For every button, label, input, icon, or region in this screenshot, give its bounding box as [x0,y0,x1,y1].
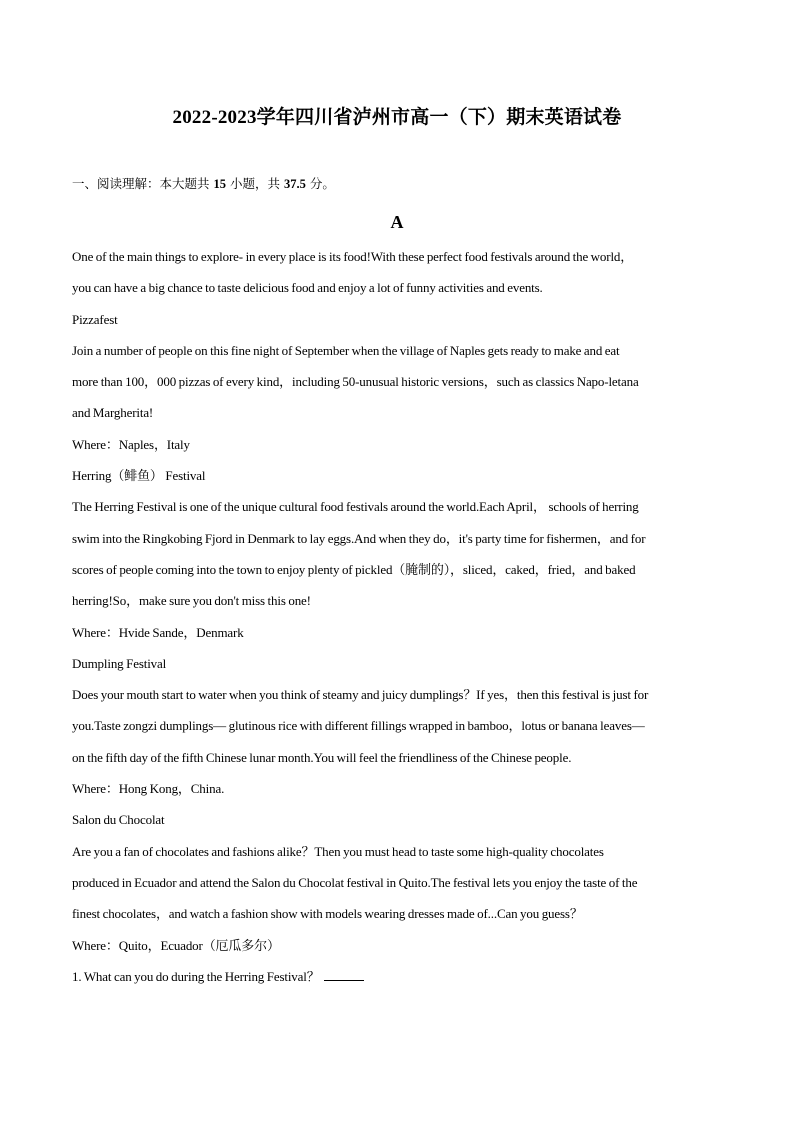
passage-line: swim into the Ringkobing Fjord in Denmark to lay eggs.And when they do，it's party time for fishermen，and for [72,530,646,546]
festival-location: Where：Naples，Italy [72,436,190,452]
passage-line: you can have a big chance to taste delicious food and enjoy a lot of funny activities and events. [72,280,543,296]
festival-heading-herring: Herring（鲱鱼） Festival [72,468,206,484]
page-title: 2022-2023学年四川省泸州市高一（下）期末英语试卷 [172,107,622,128]
answer-blank[interactable] [324,969,364,981]
passage-line: Join a number of people on this fine night of September when the village of Naples gets ready to make and eat [72,342,620,358]
festival-heading-dumpling: Dumpling Festival [72,655,167,671]
festival-heading-salon-du-chocolat: Salon du Chocolat [72,812,165,828]
section-heading-suffix: 分。 [309,176,335,191]
festival-location: Where：Hong Kong，China. [72,781,225,797]
passage-line: herring!So，make sure you don't miss this one! [72,593,311,609]
section-heading-prefix: 一、阅读理解：本大题共 [72,176,210,191]
passage-line: on the fifth day of the fifth Chinese lunar month.You will feel the friendliness of the Chinese people. [72,749,572,765]
passage-line: One of the main things to explore- in every place is its food!With these perfect food festivals around the world， [72,249,634,264]
question-count: 15 [213,177,226,191]
section-heading [72,174,335,194]
passage-line: Does your mouth start to water when you think of steamy and juicy dumplings？If yes，then this festival is just for [72,687,649,703]
passage-label: A [390,212,404,232]
question-text: 1. What can you do during the Herring Festival？ [72,968,320,984]
total-score: 37.5 [283,177,306,191]
section-heading-middle: 小题，共 [229,176,280,191]
festival-location: Where：Quito，Ecuador（厄瓜多尔） [72,937,280,953]
passage-body [72,241,724,992]
passage-line: The Herring Festival is one of the unique cultural food festivals around the world.Each April， schools of herring [72,499,639,515]
passage-line: and Margherita! [72,405,154,421]
passage-line: produced in Ecuador and attend the Salon du Chocolat festival in Quito.The festival lets you enjoy the taste of the [72,874,638,890]
question-1 [72,961,724,992]
festival-location: Where：Hvide Sande，Denmark [72,624,244,640]
passage-line: more than 100，000 pizzas of every kind，including 50-unusual historic versions，such as classics Napo-letana [72,374,639,390]
passage-line: Are you a fan of chocolates and fashions alike？Then you must head to taste some high-quality chocolates [72,843,604,859]
festival-heading-pizzafest: Pizzafest [72,311,118,327]
passage-line: you.Taste zongzi dumplings— glutinous rice with different fillings wrapped in bamboo，lotus or banana leaves— [72,718,645,734]
passage-line: finest chocolates，and watch a fashion show with models wearing dresses made of...Can you guess？ [72,906,583,922]
passage-line: scores of people coming into the town to enjoy plenty of pickled（腌制的），sliced，caked，fried，and baked [72,561,636,577]
